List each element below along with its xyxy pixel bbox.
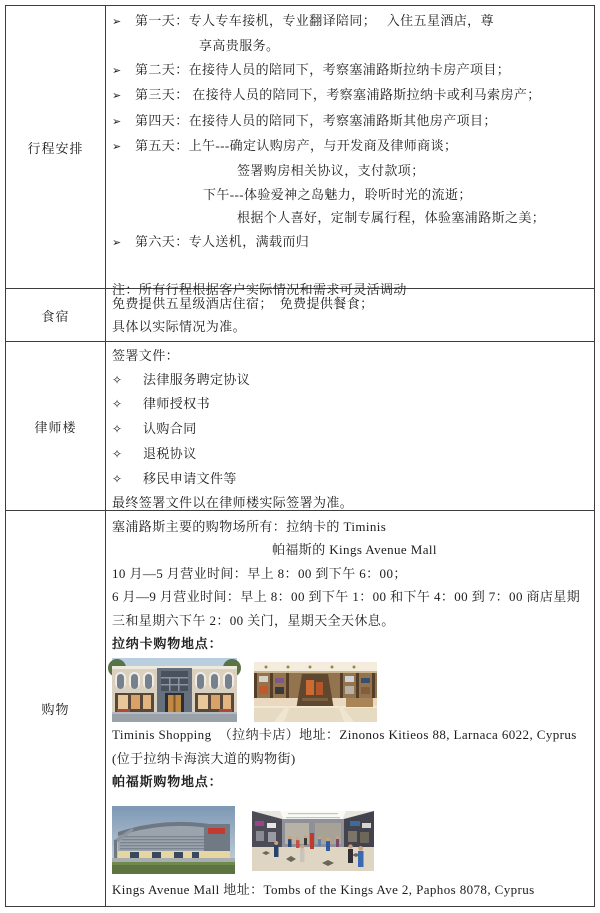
row-label-shopping	[6, 511, 106, 906]
photo-timinis-storefront	[112, 658, 237, 722]
shopping-hours-line-1: 10 月—5 月营业时间：早上 8：00 到下午 6：00；	[112, 565, 407, 581]
larnaca-photo-row	[112, 658, 588, 722]
diamond-bullet-icon: ✧	[112, 422, 123, 437]
shopping-content	[106, 511, 594, 906]
larnaca-caption-line-2: (位于拉纳卡海滨大道的购物街)	[112, 750, 296, 766]
itinerary-day-2-text: 第二天：在接待人员的陪同下，考察塞浦路斯拉纳卡房产项目；	[135, 61, 511, 77]
arrow-bullet-icon: ➢	[112, 90, 122, 103]
lawfirm-doc-4	[112, 442, 588, 467]
table-row-lawfirm	[6, 342, 594, 511]
larnaca-caption-line-1: Timinis Shopping （拉纳卡店）地址：Zinonos Kitieos 88, Larnaca 6022, Cyprus	[112, 727, 577, 743]
row-label-itinerary	[6, 6, 106, 288]
arrow-bullet-icon: ➢	[112, 236, 122, 249]
row-label-lodging	[6, 289, 106, 341]
shopping-hours-line-3: 三和星期六下午 2：00 关门，星期天全天休息。	[112, 612, 395, 628]
lawfirm-doc-1-text: 法律服务聘定协议	[143, 371, 251, 387]
row-label-text: 食宿	[41, 308, 70, 324]
spacer	[112, 255, 588, 278]
itinerary-day-6-text: 第六天：专人送机，满载而归	[135, 233, 310, 249]
lodging-line-2: 具体以实际情况为准。	[112, 319, 247, 335]
lawfirm-doc-5-text: 移民申请文件等	[143, 470, 237, 486]
table-row-lodging	[6, 289, 594, 342]
itinerary-content	[106, 6, 594, 298]
lawfirm-footer: 最终签署文件以在律师楼实际签署为准。	[112, 495, 354, 511]
shopping-hours-line-2: 6 月—9 月营业时间：早上 8：00 到下午 1：00 和下午 4：00 到 7：00 商店星期	[112, 589, 581, 605]
itinerary-day-2	[112, 58, 588, 83]
itinerary-day-5-sub2: 下午---体验爱神之岛魅力，聆听时光的流逝；	[203, 186, 472, 202]
row-label-text: 行程安排	[27, 140, 84, 156]
arrow-bullet-icon: ➢	[112, 16, 122, 28]
paphos-shopping-heading: 帕福斯购物地点：	[112, 774, 223, 790]
lawfirm-doc-2-text: 律师授权书	[143, 396, 211, 412]
lawfirm-content	[106, 342, 594, 510]
diamond-bullet-icon: ✧	[112, 471, 123, 486]
row-label-lawfirm	[6, 342, 106, 510]
diamond-bullet-icon: ✧	[112, 372, 123, 387]
itinerary-note: 注：所有行程根据客户实际情况和需求可灵活调动	[112, 282, 407, 298]
diamond-bullet-icon: ✧	[112, 446, 123, 461]
photo-kings-avenue-interior	[252, 811, 374, 871]
itinerary-table	[5, 5, 595, 907]
lawfirm-heading: 签署文件：	[112, 348, 180, 363]
itinerary-day-1-text: 第一天：专人专车接机，专业翻译陪同； 入住五星酒店，尊	[135, 13, 494, 28]
arrow-bullet-icon: ➢	[112, 141, 122, 154]
paphos-photo-row	[112, 806, 588, 874]
row-label-text: 购物	[41, 702, 70, 717]
itinerary-day-1	[112, 9, 588, 34]
arrow-bullet-icon: ➢	[112, 64, 122, 77]
itinerary-day-5-sub3: 根据个人喜好，定制专属行程，体验塞浦路斯之美；	[237, 210, 546, 226]
lawfirm-doc-3	[112, 417, 588, 442]
diamond-bullet-icon: ✧	[112, 397, 123, 412]
itinerary-day-6	[112, 230, 588, 255]
itinerary-day-5-text: 第五天：上午---确定认购房产，与开发商及律师商谈；	[135, 138, 458, 154]
lodging-content	[106, 289, 594, 341]
larnaca-shopping-heading: 拉纳卡购物地点：	[112, 636, 223, 652]
shopping-intro-line-2: 帕福斯的 Kings Avenue Mall	[272, 542, 437, 558]
itinerary-day-5-sub1: 签署购房相关协议，支付款项；	[237, 163, 425, 179]
photo-timinis-interior	[254, 662, 377, 722]
arrow-bullet-icon: ➢	[112, 115, 122, 128]
lawfirm-doc-3-text: 认购合同	[143, 421, 197, 437]
lawfirm-doc-2	[112, 392, 588, 417]
table-row-shopping	[6, 511, 594, 906]
lodging-line-1: 免费提供五星级酒店住宿； 免费提供餐食；	[112, 296, 374, 311]
photo-kings-avenue-exterior	[112, 806, 235, 874]
lawfirm-doc-1	[112, 368, 588, 393]
itinerary-day-4	[112, 109, 588, 134]
row-label-text: 律师楼	[34, 419, 77, 435]
shopping-intro-line-1: 塞浦路斯主要的购物场所有：拉纳卡的 Timinis	[112, 519, 387, 534]
lawfirm-doc-5	[112, 467, 588, 492]
itinerary-day-5	[112, 134, 588, 159]
table-row-itinerary	[6, 6, 594, 298]
lawfirm-doc-4-text: 退税协议	[143, 445, 197, 461]
itinerary-day-3	[112, 83, 588, 108]
paphos-caption: Kings Avenue Mall 地址：Tombs of the Kings Ave 2, Paphos 8078, Cyprus	[112, 881, 535, 897]
itinerary-day-1-continuation: 享高贵服务。	[199, 38, 280, 54]
itinerary-day-4-text: 第四天：在接待人员的陪同下，考察塞浦路斯其他房产项目；	[135, 112, 497, 128]
itinerary-day-3-text: 第三天： 在接待人员的陪同下，考察塞浦路斯拉纳卡或利马索房产；	[135, 87, 541, 103]
